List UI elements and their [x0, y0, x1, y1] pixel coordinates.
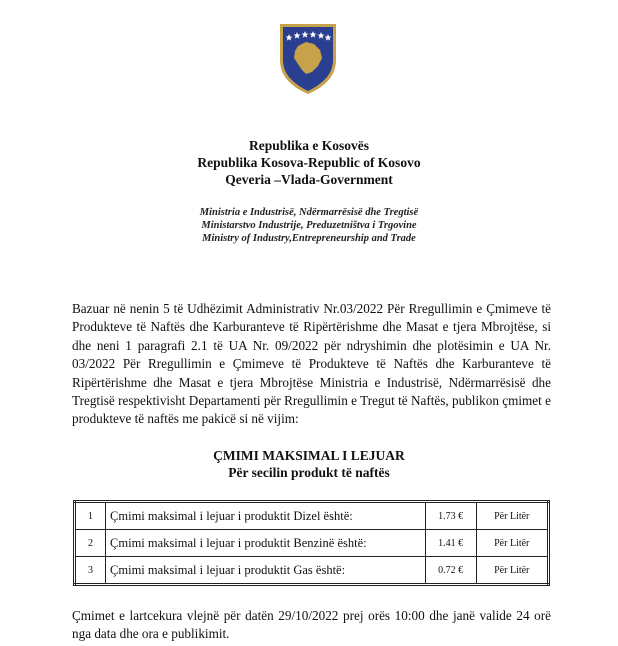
table-row: [75, 557, 549, 585]
row-price: 0.72 €: [425, 557, 476, 585]
table-row: [75, 530, 549, 557]
row-unit: Për Litër: [476, 530, 548, 557]
intro-paragraph: Bazuar në nenin 5 të Udhëzimit Administrativ Nr.03/2022 Për Rregullimin e Çmimeve të Produkteve të Naftës dhe Karburanteve të Ripërtërishme dhe Masat e tjera Mbrojtëse, si dhe neni 1 paragrafi 2.1 të UA Nr. 09/2022 për ndryshimin dhe plotësimin e UA Nr. 03/2022 Për Rregullimin e Çmimeve të Produkteve të Naftës dhe Karburanteve të Ripërtërishme dhe Masat e tjera Mbrojtëse Ministria e Industrisë, Ndërmarrësisë dhe Tregtisë respektivisht Departamenti për Rregullimin e Tregut të Naftës, publikon çmimet e produkteve të naftës me pakicë si në vijim:: [72, 301, 551, 427]
price-title: ÇMIMI MAKSIMAL I LEJUAR: [213, 448, 405, 463]
validity-paragraph: Çmimet e lartcekura vlejnë për datën 29/10/2022 prej orës 10:00 dhe janë valide 24 orë nga data dhe ora e publikimit.: [72, 608, 551, 642]
kosovo-coat-of-arms-icon: [276, 20, 340, 96]
price-title-block: [0, 447, 618, 481]
ministry-line-1: Ministria e Industrisë, Ndërmarrësisë dhe Tregtisë: [199, 207, 419, 218]
table-row: [75, 502, 549, 530]
row-unit: Për Litër: [476, 502, 548, 530]
row-number: 1: [75, 502, 106, 530]
row-description: Çmimi maksimal i lejuar i produktit Benzinë është:: [106, 530, 426, 557]
row-price: 1.41 €: [425, 530, 476, 557]
row-unit: Për Litër: [476, 557, 548, 585]
row-number: 3: [75, 557, 106, 585]
header-line-1: Republika e Kosovës: [248, 138, 370, 153]
row-number: 2: [75, 530, 106, 557]
row-description: Çmimi maksimal i lejuar i produktit Dizel është:: [106, 502, 426, 530]
government-header: [0, 137, 618, 188]
price-subtitle: Për secilin produkt të naftës: [228, 465, 390, 480]
ministry-line-2: Ministarstvo Industrije, Preduzetništva i Trgovine: [201, 220, 417, 231]
ministry-header: [0, 206, 618, 245]
price-table: [73, 500, 550, 586]
row-description: Çmimi maksimal i lejuar i produktit Gas është:: [106, 557, 426, 585]
row-price: 1.73 €: [425, 502, 476, 530]
ministry-line-3: Ministry of Industry,Entrepreneurship and Trade: [202, 233, 416, 244]
header-line-2: Republika Kosova-Republic of Kosovo: [197, 155, 421, 170]
header-line-3: Qeveria –Vlada-Government: [225, 172, 393, 187]
